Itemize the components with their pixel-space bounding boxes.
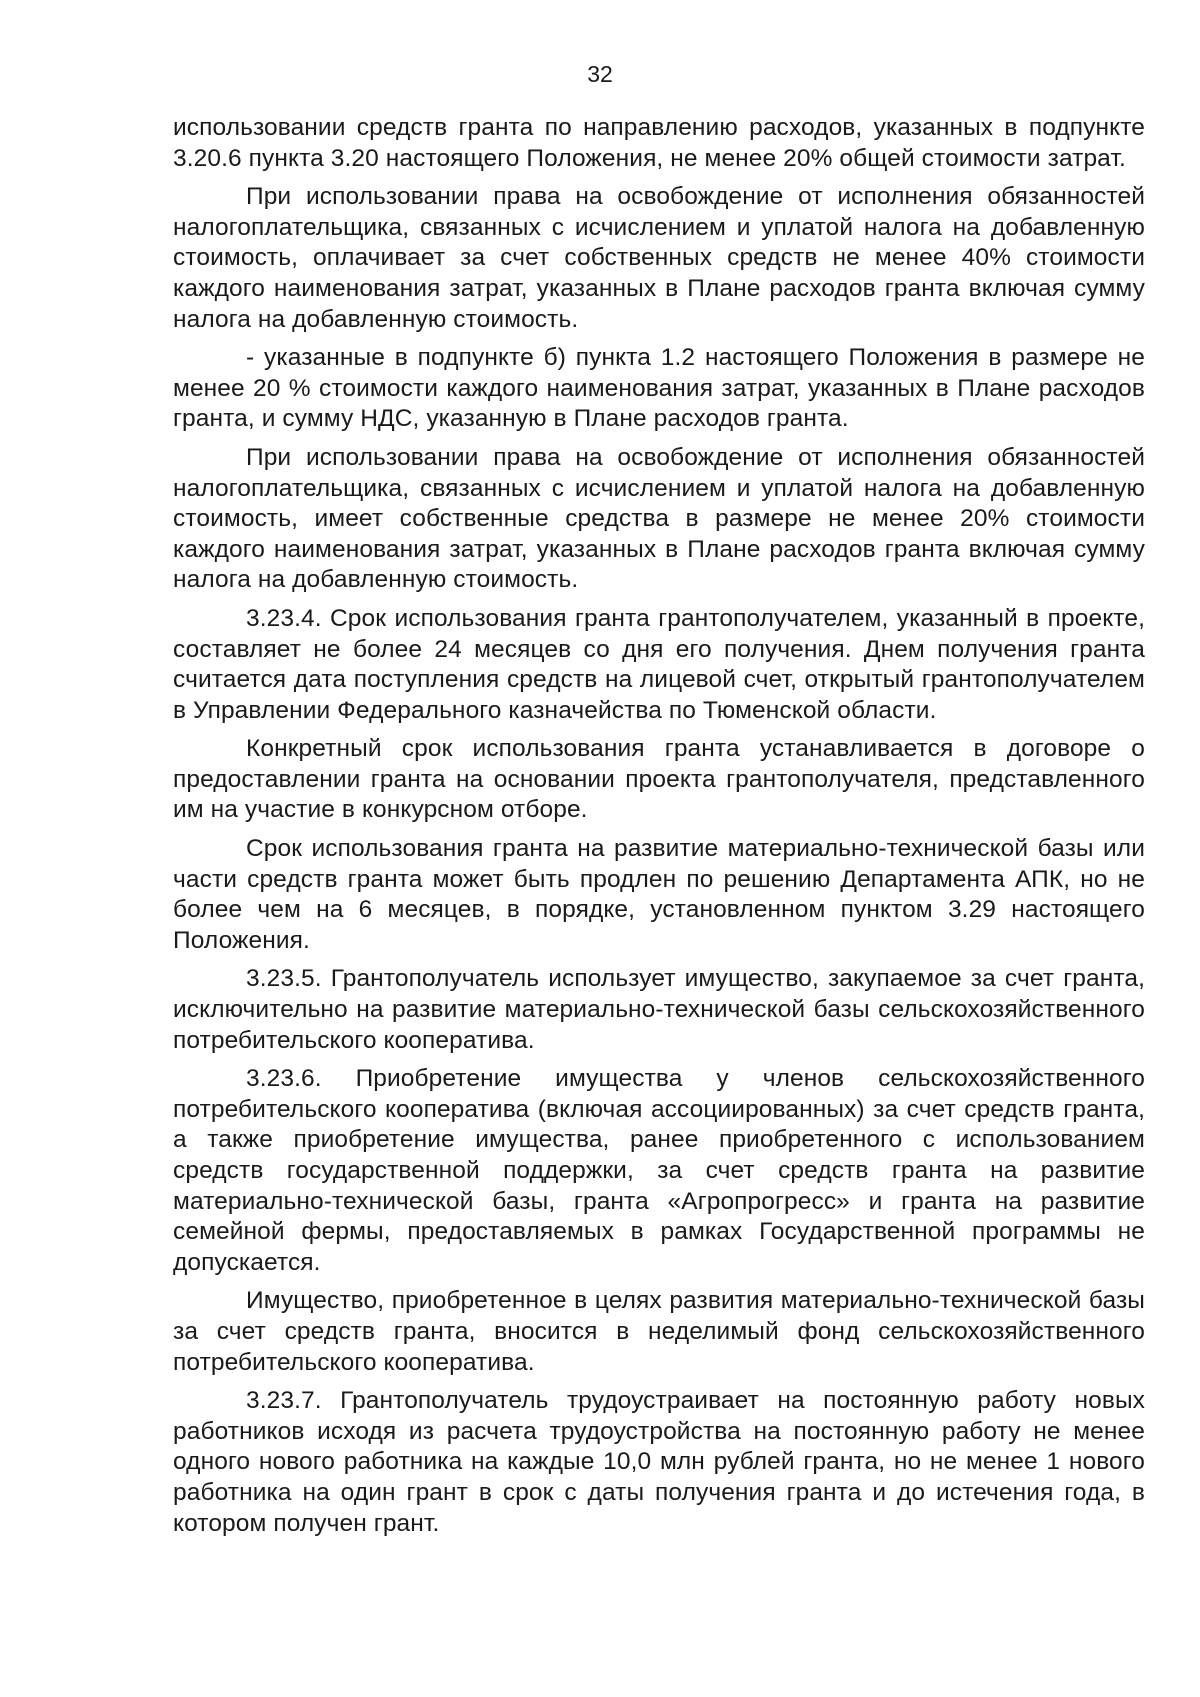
paragraph-term-extension: Срок использования гранта на развитие материально-технической базы или части средств гранта может быть продлен по решению Департамента АПК, но не более чем на 6 месяцев, в порядке, установленном пунктом 3.29 настоящего Положения. — [173, 835, 1145, 954]
paragraph-3-23-5: 3.23.5. Грантополучатель использует имущество, закупаемое за счет гранта, исключительно на развитие материально-технической базы сельскохозяйственного потребительского кооператива. — [173, 965, 1145, 1054]
paragraph-continuation: использовании средств гранта по направлению расходов, указанных в подпункте 3.20.6 пункта 3.20 настоящего Положения, не менее 20% общей стоимости затрат. — [173, 114, 1145, 172]
paragraph-3-23-7: 3.23.7. Грантополучатель трудоустраивает на постоянную работу новых работников исходя из расчета трудоустройства на постоянную работу не менее одного нового работника на каждые 10,0 млн рублей гранта, но не менее 1 нового работника на один грант в срок с даты получения гранта и до истечения года, в котором получен грант. — [173, 1387, 1145, 1537]
paragraph-3-23-6: 3.23.6. Приобретение имущества у членов сельскохозяйственного потребительского кооператива (включая ассоциированных) за счет средств гранта, а также приобретение имущества, ранее приобретенного с использованием средств государственной поддержки, за счет средств гранта на развитие материально-технической базы, гранта «Агропрогресс» и гранта на развитие семейной фермы, предоставляемых в рамках Государственной программы не допускается. — [173, 1065, 1145, 1276]
paragraph-indivisible-fund: Имущество, приобретенное в целях развития материально-технической базы за счет средств гранта, вносится в неделимый фонд сельскохозяйственного потребительского кооператива. — [173, 1287, 1145, 1376]
document-body — [173, 113, 1145, 1547]
paragraph-3-23-4: 3.23.4. Срок использования гранта грантополучателем, указанный в проекте, составляет не более 24 месяцев со дня его получения. Днем получения гранта считается дата поступления средств на лицевой счет, открытый грантополучателем в Управлении Федерального казначейства по Тюменской области. — [173, 604, 1145, 724]
paragraph-subpoint-b: - указанные в подпункте б) пункта 1.2 настоящего Положения в размере не менее 20 % стоимости каждого наименования затрат, указанных в Плане расходов гранта, и сумму НДС, указанную в Плане расходов гранта. — [173, 344, 1145, 433]
paragraph-vat-exemption-20: При использовании права на освобождение от исполнения обязанностей налогоплательщика, связанных с исчислением и уплатой налога на добавленную стоимость, имеет собственные средства в размере не менее 20% стоимости каждого наименования затрат, указанных в Плане расходов гранта включая сумму налога на добавленную стоимость. — [173, 443, 1145, 594]
paragraph-vat-exemption-40: При использовании права на освобождение от исполнения обязанностей налогоплательщика, связанных с исчислением и уплатой налога на добавленную стоимость, оплачивает за счет собственных средств не менее 40% стоимости каждого наименования затрат, указанных в Плане расходов гранта включая сумму налога на добавленную стоимость. — [173, 183, 1145, 333]
page-number: 32 — [587, 61, 613, 87]
paragraph-specific-term: Конкретный срок использования гранта устанавливается в договоре о предоставлении гранта на основании проекта грантополучателя, представленного им на участие в конкурсном отборе. — [173, 735, 1145, 824]
